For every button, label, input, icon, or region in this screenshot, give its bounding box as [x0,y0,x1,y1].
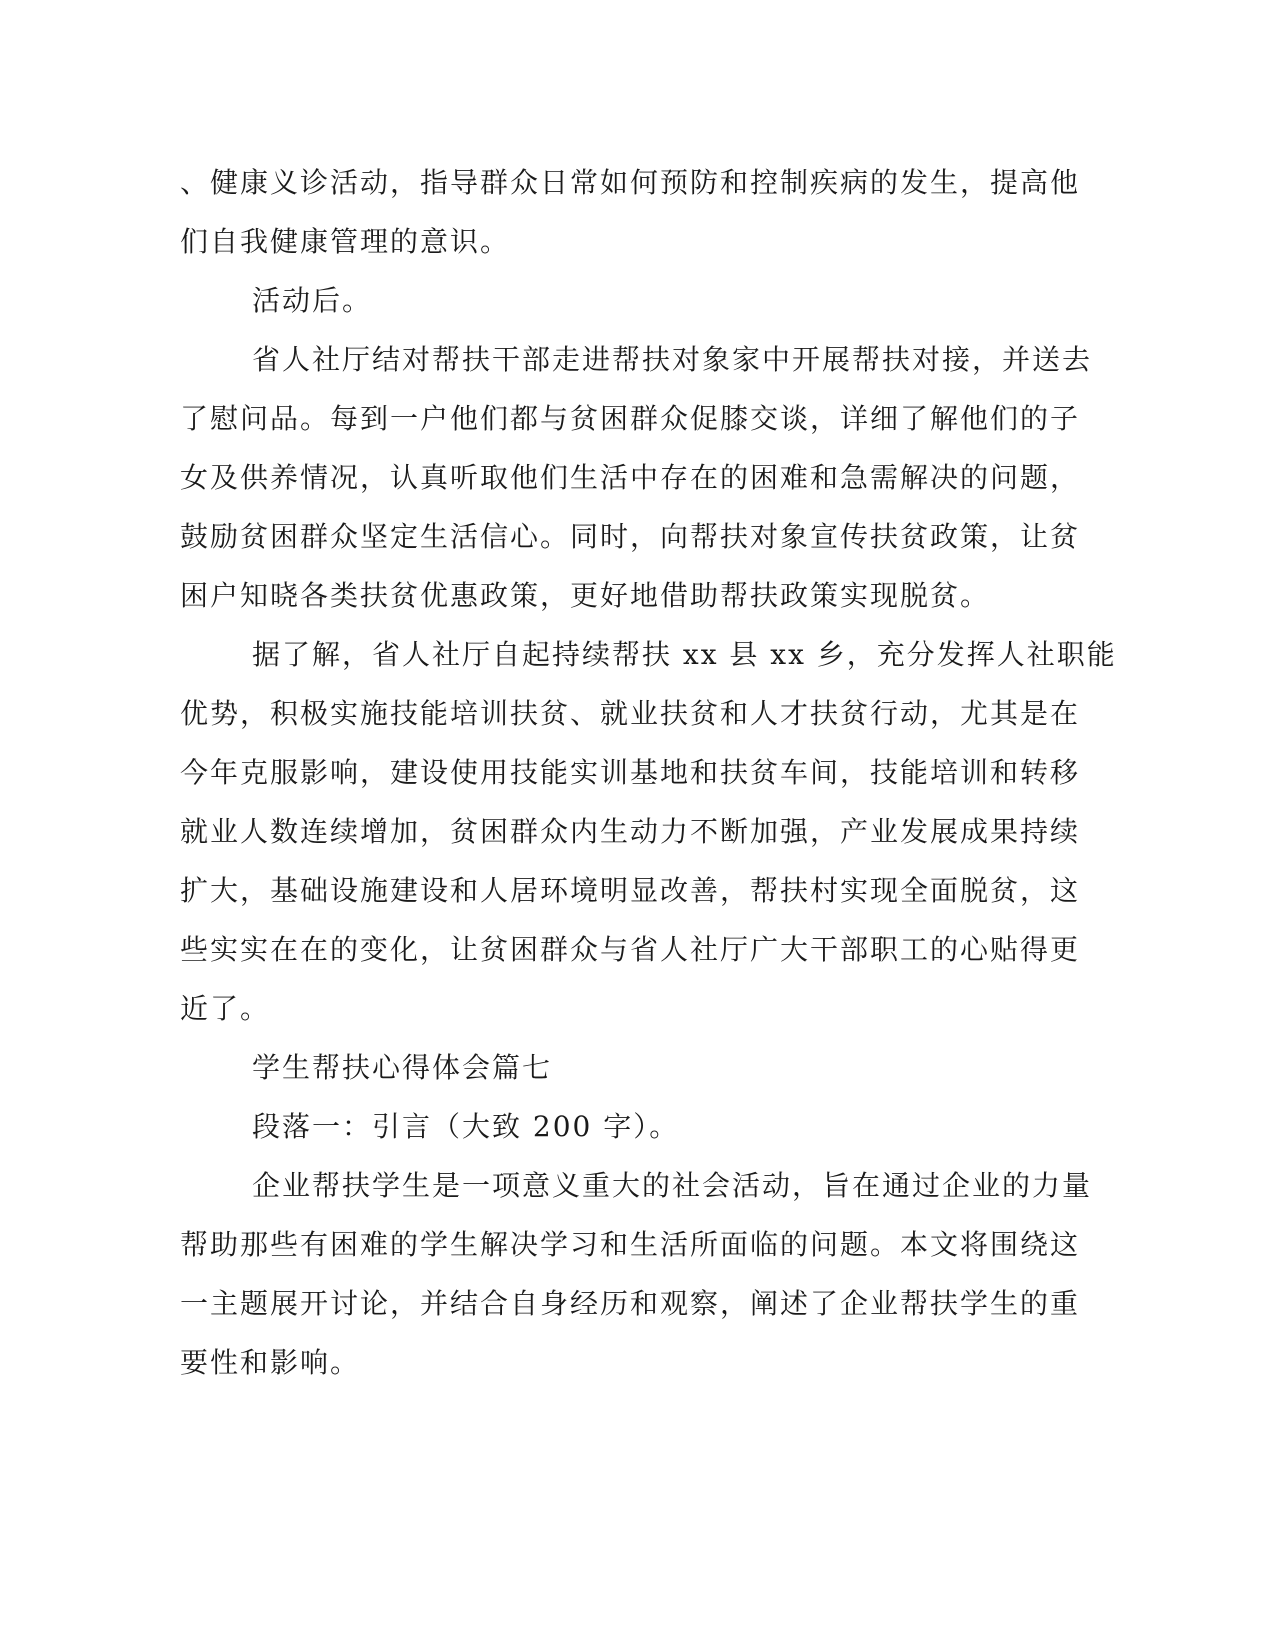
text-line-3: 活动后。 [252,284,373,317]
text-line-11: 今年克服影响，建设使用技能实训基地和扶贫车间，技能培训和转移 [180,756,1081,789]
text-line-2: 们自我健康管理的意识。 [180,225,511,258]
text-line-10: 优势，积极实施技能培训扶贫、就业扶贫和人才扶贫行动，尤其是在 [180,697,1081,730]
section-heading: 学生帮扶心得体会篇七 [252,1051,553,1084]
document-body [180,153,1117,1392]
text-line-15: 近了。 [180,992,271,1025]
text-line-21: 要性和影响。 [180,1346,361,1379]
text-line-13: 扩大，基础设施建设和人居环境明显改善，帮扶村实现全面脱贫，这 [180,874,1081,907]
text-line-7: 鼓励贫困群众坚定生活信心。同时，向帮扶对象宣传扶贫政策，让贫 [180,520,1081,553]
text-line-19: 帮助那些有困难的学生解决学习和生活所面临的问题。本文将围绕这 [180,1228,1081,1261]
text-line-14: 些实实在在的变化，让贫困群众与省人社厅广大干部职工的心贴得更 [180,933,1081,966]
paragraph-heading: 段落一：引言（大致 200 字）。 [252,1110,680,1143]
text-line-12: 就业人数连续增加，贫困群众内生动力不断加强，产业发展成果持续 [180,815,1081,848]
text-line-6: 女及供养情况，认真听取他们生活中存在的困难和急需解决的问题， [180,461,1081,494]
text-line-1: 、健康义诊活动，指导群众日常如何预防和控制疾病的发生，提高他 [180,166,1081,199]
text-line-5: 了慰问品。每到一户他们都与贫困群众促膝交谈，详细了解他们的子 [180,402,1081,435]
text-line-18: 企业帮扶学生是一项意义重大的社会活动，旨在通过企业的力量 [252,1169,1093,1202]
text-line-4: 省人社厅结对帮扶干部走进帮扶对象家中开展帮扶对接，并送去 [252,343,1093,376]
text-line-20: 一主题展开讨论，并结合自身经历和观察，阐述了企业帮扶学生的重 [180,1287,1081,1320]
text-line-8: 困户知晓各类扶贫优惠政策，更好地借助帮扶政策实现脱贫。 [180,579,991,612]
text-line-9: 据了解，省人社厅自起持续帮扶 xx 县 xx 乡，充分发挥人社职能 [252,638,1117,671]
